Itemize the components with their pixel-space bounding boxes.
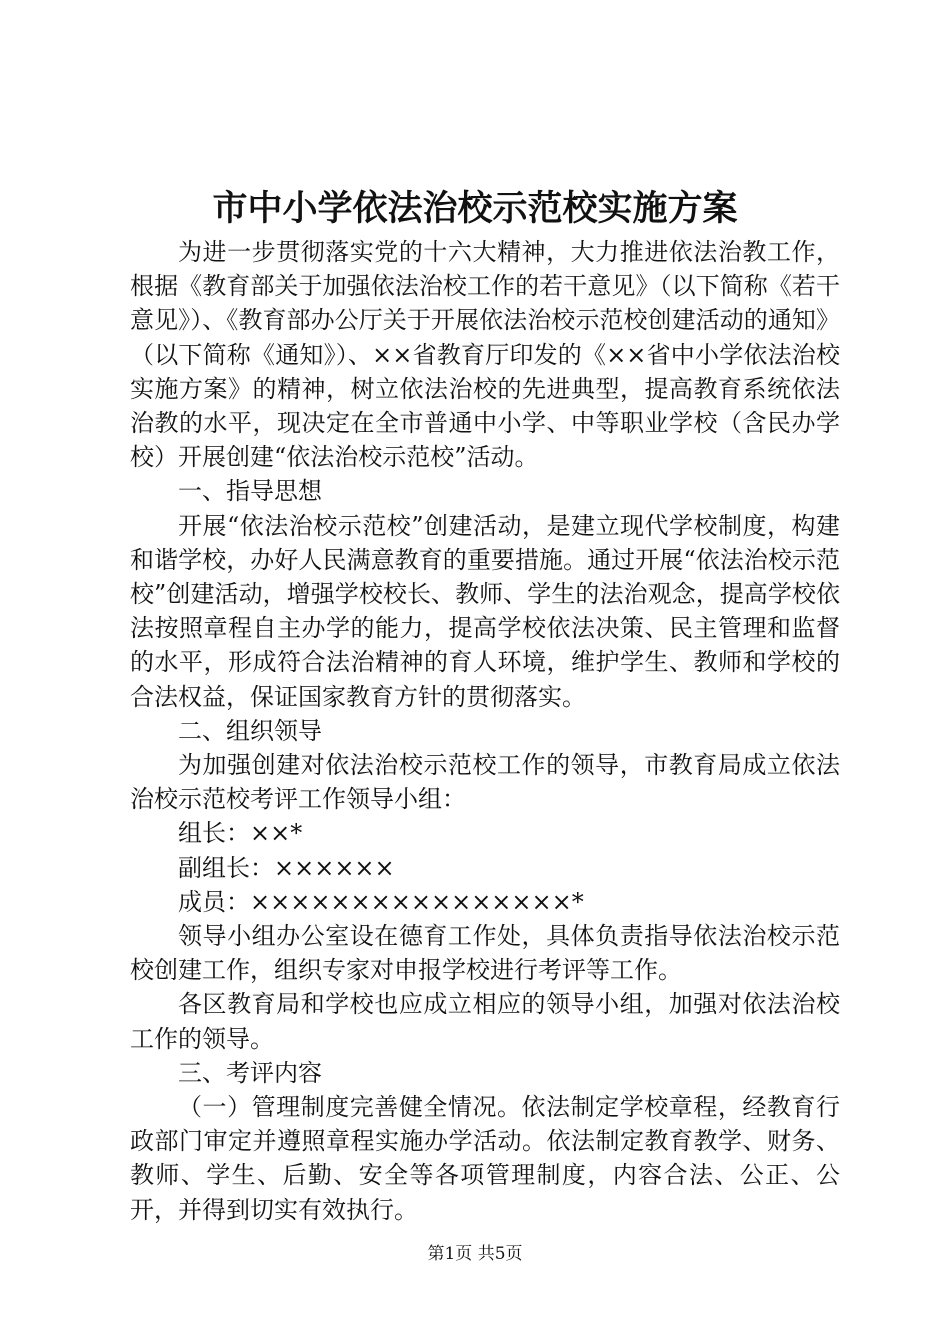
body-paragraph: 各区教育局和学校也应成立相应的领导小组，加强对依法治校工作的领导。 [130, 990, 840, 1053]
section-heading: 一、指导思想 [178, 477, 322, 506]
members-line: 成员：××××××××××××××××* [178, 887, 584, 916]
body-paragraph: 领导小组办公室设在德育工作处，具体负责指导依法治校示范校创建工作，组织专家对申报学校进行考评等工作。 [130, 922, 840, 985]
page-number: 第1页 共5页 [427, 1244, 523, 1264]
leader-line: 组长：××* [178, 819, 303, 848]
section-heading: 三、考评内容 [178, 1058, 322, 1087]
page-title: 市中小学依法治校示范校实施方案 [212, 188, 738, 229]
intro-paragraph: 为进一步贯彻落实党的十六大精神，大力推进依法治教工作，根据《教育部关于加强依法治校工作的若干意见》（以下简称《若干意见》）、《教育部办公厅关于开展依法治校示范校创建活动的通知》（以下简称《通知》）、××省教育厅印发的《××省中小学依法治校实施方案》的精神，树立依法治校的先进典型，提高教育系统依法治教的水平，现决定在全市普通中小学、中等职业学校（含民办学校）开展创建“依法治校示范校”活动。 [130, 238, 840, 472]
deputy-leader-line: 副组长：×××××× [178, 853, 395, 882]
section-heading: 二、组织领导 [178, 716, 322, 745]
body-paragraph: 开展“依法治校示范校”创建活动，是建立现代学校制度，构建和谐学校，办好人民满意教育的重要措施。通过开展“依法治校示范校”创建活动，增强学校校长、教师、学生的法治观念，提高学校依法按照章程自主办学的能力，提高学校依法决策、民主管理和监督的水平，形成符合法治精神的育人环境，维护学生、教师和学校的合法权益，保证国家教育方针的贯彻落实。 [130, 511, 840, 711]
body-paragraph: （一）管理制度完善健全情况。依法制定学校章程，经教育行政部门审定并遵照章程实施办学活动。依法制定教育教学、财务、教师、学生、后勤、安全等各项管理制度，内容合法、公正、公开，并得到切实有效执行。 [130, 1093, 840, 1224]
document-body [130, 235, 840, 1227]
body-paragraph: 为加强创建对依法治校示范校工作的领导，市教育局成立依法治校示范校考评工作领导小组： [130, 751, 840, 814]
